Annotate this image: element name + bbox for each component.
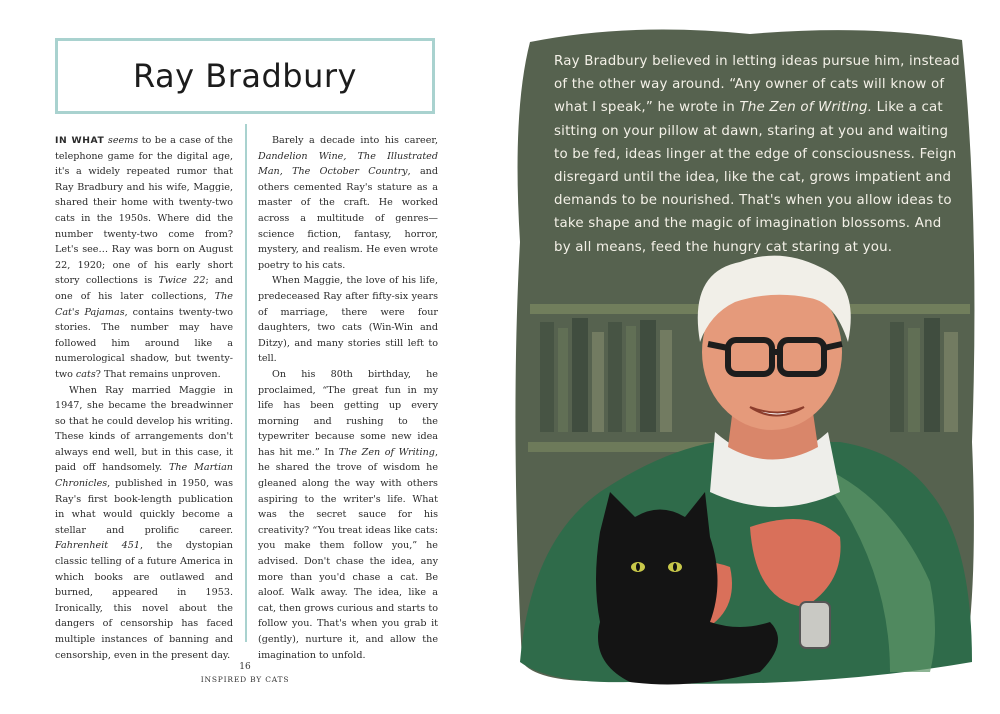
paragraph-3: Barely a decade into his career, Dandelion Wine, The Illustrated Man, The October Country, and others cemented Ray's stature as a master of the craft. He worked across a multitude of genres—science fiction, fantasy, horror, mystery, and realism. He even wrote poetry to his cats.: [258, 135, 438, 271]
text-column-2: [258, 133, 438, 663]
text-column-1: [55, 133, 233, 663]
page-number: 16: [239, 662, 251, 672]
title-box: [55, 38, 435, 114]
paragraph-2: When Ray married Maggie in 1947, she became the breadwinner so that he could develop his writing. These kinds of arrangements don't always end well, but in this case, it paid off handsomely. The Martian Chronicles, published in 1950, was Ray's first book-length publication in what would quickly become a stellar and prolific career. Fahrenheit 451, the dystopian classic telling of a future America in which books are outlawed and burned, appeared in 1953. Ironically, this novel about the dangers of censorship has faced multiple instances of banning and censorship, even in the present day.: [55, 384, 233, 661]
cat-pupil-left: [636, 563, 640, 571]
paragraph-4: When Maggie, the love of his life, predeceased Ray after fifty-six years of marriage, there were four daughters, two cats (Win-Win and Ditzy), and many stories still left to tell.: [258, 275, 438, 365]
cat-pupil-right: [673, 563, 677, 571]
right-page: [500, 0, 1000, 714]
running-head: INSPIRED BY CATS: [200, 675, 290, 684]
page-title: Ray Bradbury: [133, 57, 357, 95]
paragraph-5: On his 80th birthday, he proclaimed, “The great fun in my life has been getting up every morning and rushing to the typewriter because some new idea has hit me.” In The Zen of Writing, he shared the trove of wisdom he gleaned along the way with others aspiring to the writer's life. What was the secret sauce for his creativity? “You treat ideas like cats: you make them follow you,” he advised. Don't chase the idea, any more than you'd chase a cat. Be aloof. Walk away. The idea, like a cat, then grows curious and starts to follow you. That's when you grab it (gently), nurture it, and allow the imagination to unfold.: [258, 368, 438, 661]
handwritten-quote: Ray Bradbury believed in letting ideas pursue him, instead of the other way around. “Any owner of cats will know of what I speak,” he wrote in The Zen of Writing. Like a cat sitting on your pillow at dawn, staring at you and waiting to be fed, ideas linger at the edge of consciousness. Feign disregard until the idea, like the cat, grows impatient and demands to be nourished. That's when you allow ideas to take shape and the magic of imagination blossoms. And by all means, feed the hungry cat staring at you.: [554, 54, 960, 255]
lead-in: IN WHAT: [55, 135, 105, 146]
column-divider: [245, 124, 247, 642]
paragraph-1: IN WHAT seems to be a case of the telephone game for the digital age, it's a widely repeated rumor that Ray Bradbury and his wife, Maggie, shared their home with twenty-two cats in the 1950s. Where did the number twenty-two come from? Let's see… Ray was born on August 22, 1920; one of his early short story collections is Twice 22; and one of his later collections, The Cat's Pajamas, contains twenty-two stories. The number may have followed him around like a numerological shadow, but twenty-two cats? That remains unproven.: [55, 135, 233, 380]
wristwatch: [800, 602, 830, 648]
